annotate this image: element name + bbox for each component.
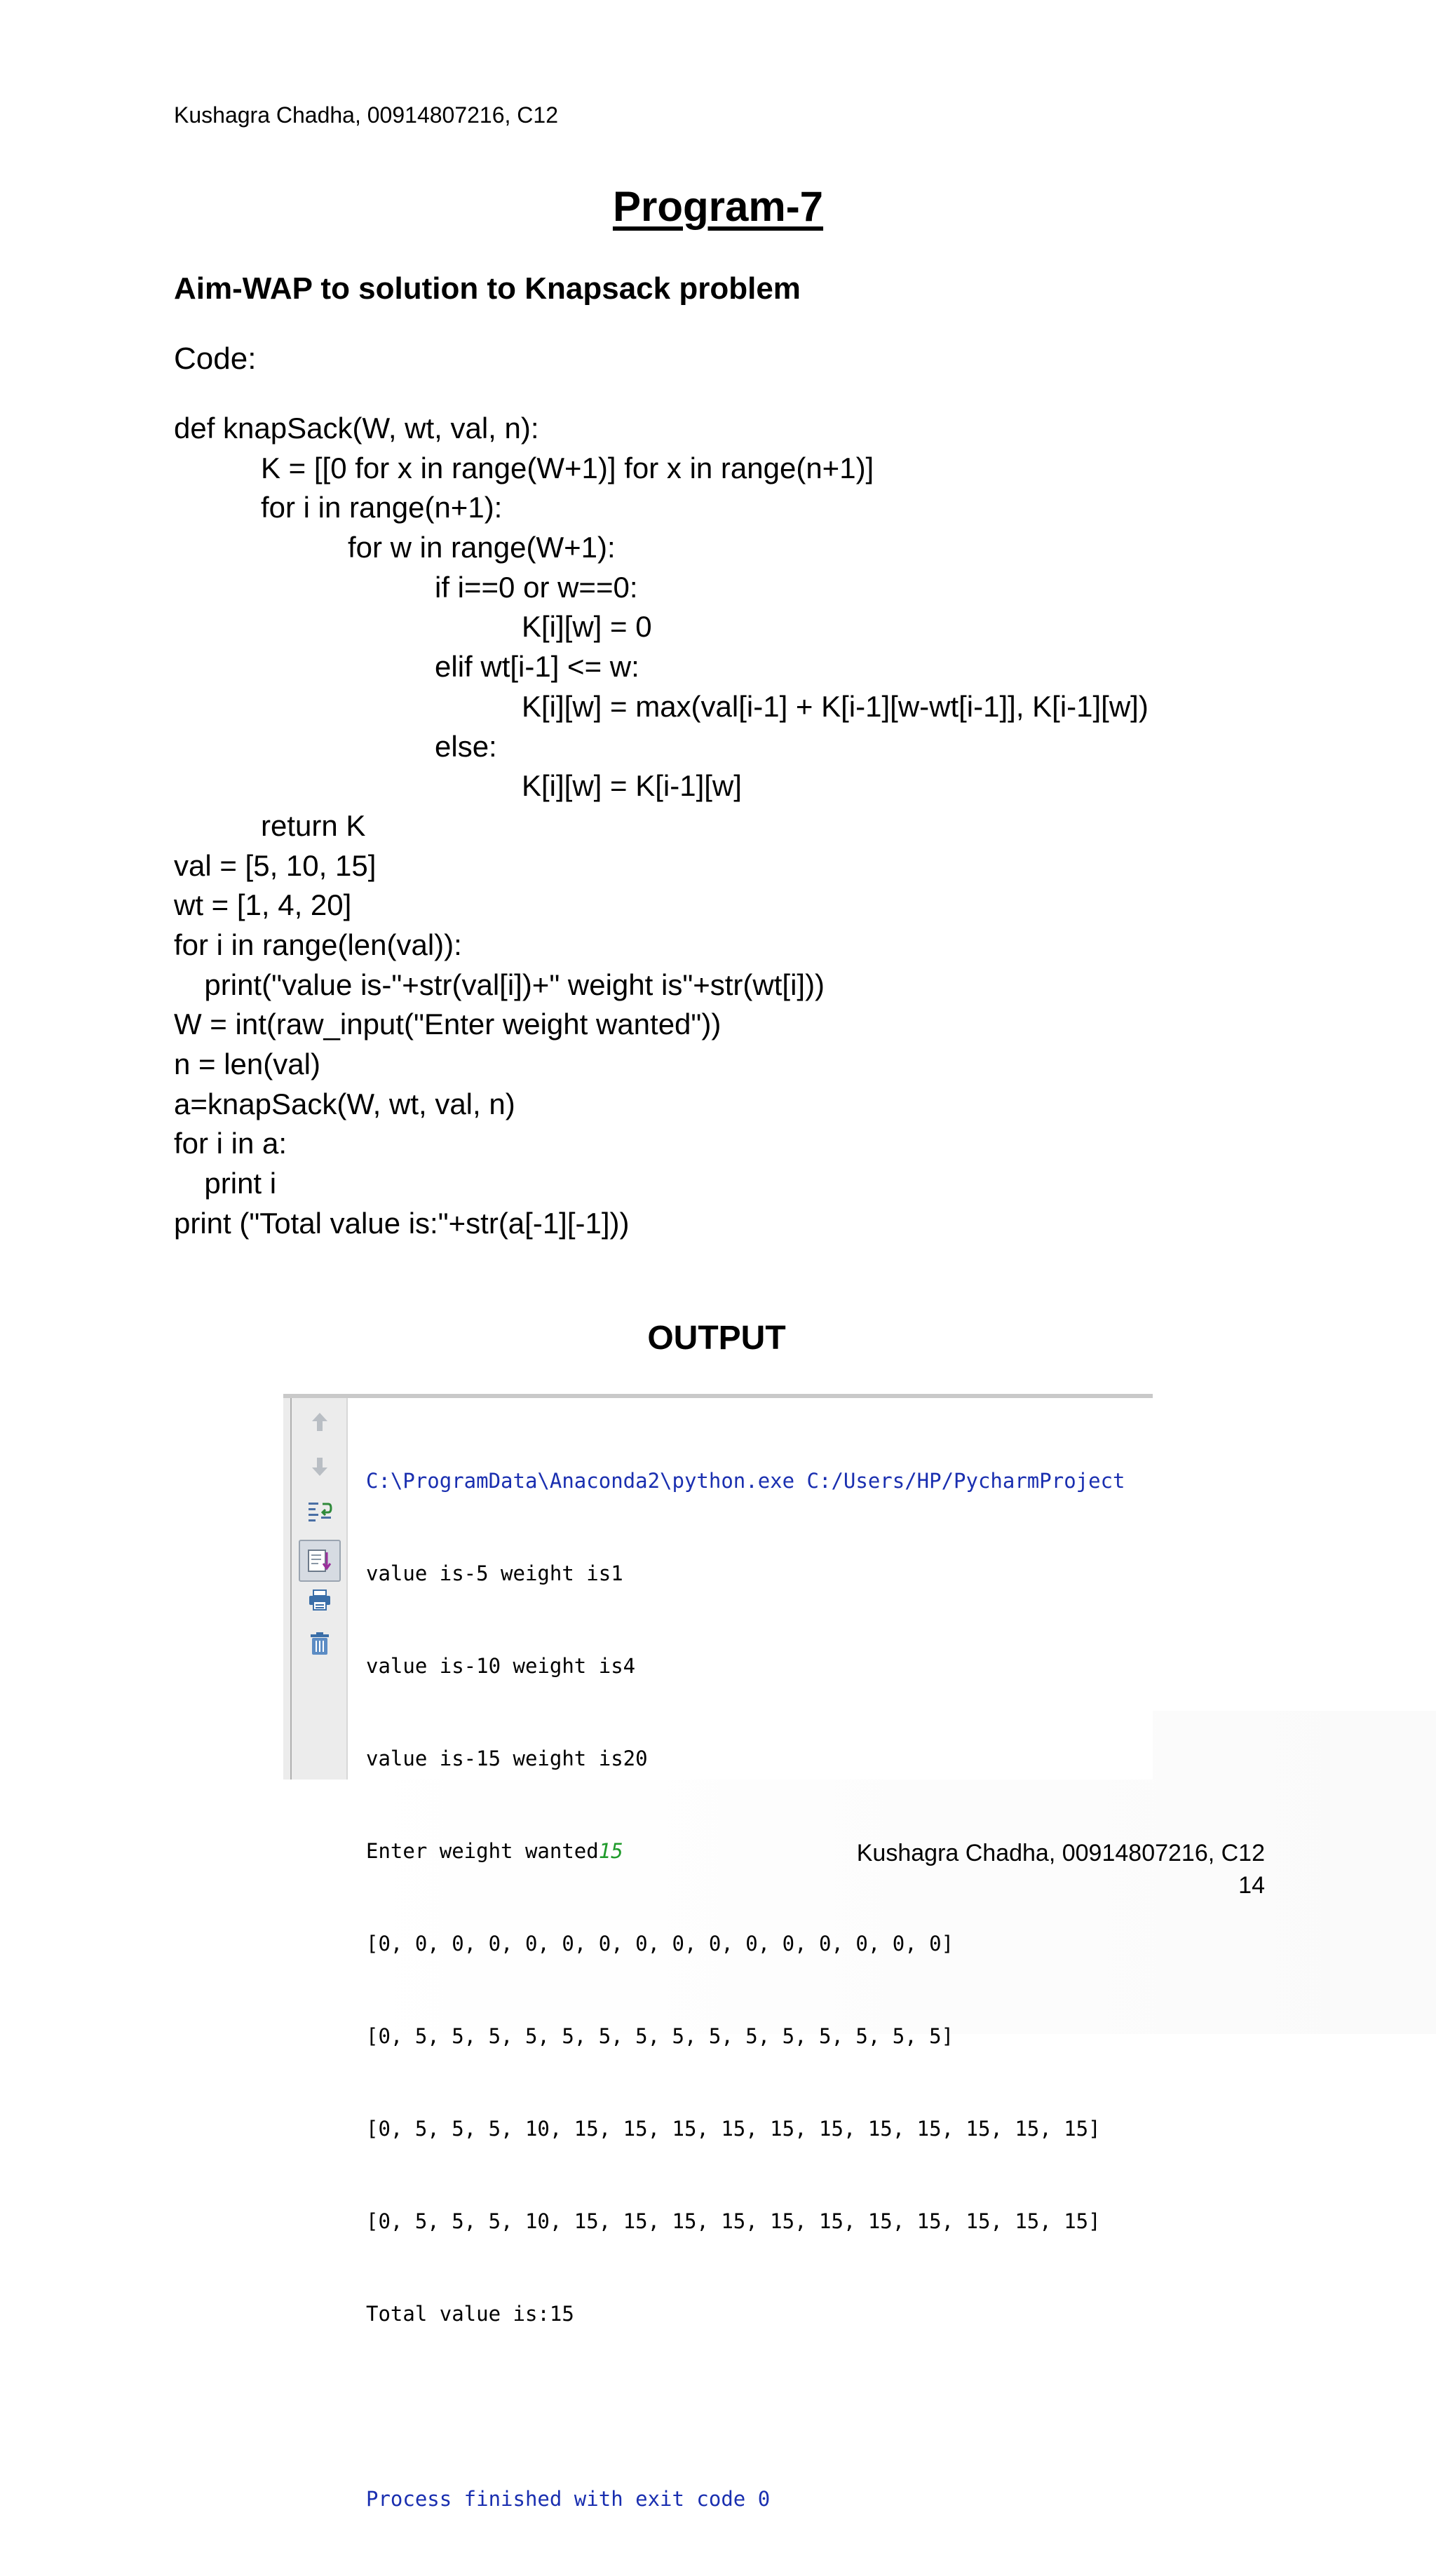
console-line: value is-10 weight is4 [366, 1654, 636, 1678]
console-blank-line [366, 2391, 1125, 2422]
console-line: value is-15 weight is20 [366, 1747, 648, 1770]
page-title-text: Program-7 [612, 183, 824, 230]
code-line: for i in range(len(val)): [174, 928, 462, 961]
code-line: K[i][w] = 0 [522, 610, 652, 644]
console-exit-line: Process finished with exit code 0 [366, 2487, 771, 2511]
code-line: K[i][w] = K[i-1][w] [522, 769, 742, 803]
code-line: print("value is-"+str(val[i])+" weight is"+str(wt[i])) [204, 968, 825, 1001]
page-title [0, 179, 1436, 234]
scroll-to-end-icon[interactable] [299, 1540, 341, 1582]
code-line: elif wt[i-1] <= w: [435, 650, 639, 684]
code-line: W = int(raw_input("Enter weight wanted")) [174, 1008, 722, 1041]
code-line: n = len(val) [174, 1048, 320, 1080]
soft-wrap-icon[interactable] [307, 1499, 332, 1524]
console-top-border [283, 1394, 1153, 1398]
console-input-value: 15 [598, 1839, 623, 1863]
console-divider [290, 1398, 292, 1780]
page-header: Kushagra Chadha, 00914807216, C12 [174, 102, 558, 128]
up-arrow-icon[interactable] [307, 1409, 332, 1435]
trash-icon[interactable] [307, 1631, 332, 1656]
console-row: [0, 5, 5, 5, 10, 15, 15, 15, 15, 15, 15, 15, 15, 15, 15, 15] [366, 2117, 1101, 2141]
console-output [366, 1404, 1125, 2576]
code-line: print i [204, 1167, 277, 1200]
page-footer [857, 1837, 1265, 1902]
code-line: K = [[0 for x in range(W+1)] for x in range(n+1)] [261, 451, 874, 484]
code-line: for i in range(n+1): [261, 491, 503, 524]
code-line: val = [5, 10, 15] [174, 848, 377, 882]
console-row: [0, 5, 5, 5, 10, 15, 15, 15, 15, 15, 15, 15, 15, 15, 15, 15] [366, 2209, 1101, 2233]
code-line: for w in range(W+1): [348, 531, 616, 564]
code-line: def knapSack(W, wt, val, n): [174, 412, 539, 445]
page-number: 14 [1238, 1872, 1265, 1899]
code-line: return K [261, 808, 366, 842]
code-line: K[i][w] = max(val[i-1] + K[i-1][w-wt[i-1]], K[i-1][w]) [522, 689, 1149, 723]
print-icon[interactable] [307, 1587, 332, 1613]
output-heading-text: OUTPUT [647, 1320, 786, 1357]
down-arrow-icon[interactable] [307, 1454, 332, 1479]
aim-statement: Aim-WAP to solution to Knapsack problem [174, 271, 801, 306]
output-heading [0, 1317, 1436, 1360]
code-line: wt = [1, 4, 20] [174, 888, 352, 922]
code-line: for i in a: [174, 1127, 287, 1160]
console-row: [0, 0, 0, 0, 0, 0, 0, 0, 0, 0, 0, 0, 0, 0, 0, 0] [366, 1932, 954, 1955]
footer-author: Kushagra Chadha, 00914807216, C12 [856, 1840, 1265, 1866]
code-block [174, 409, 1296, 1243]
code-line: else: [435, 729, 497, 763]
code-line: a=knapSack(W, wt, val, n) [174, 1087, 515, 1120]
console-line: value is-5 weight is1 [366, 1561, 623, 1585]
console-command-line: C:\ProgramData\Anaconda2\python.exe C:/Users/HP/PycharmProject [366, 1469, 1125, 1493]
code-line: if i==0 or w==0: [435, 570, 638, 604]
console-row: [0, 5, 5, 5, 5, 5, 5, 5, 5, 5, 5, 5, 5, 5, 5, 5] [366, 2024, 954, 2048]
code-line: print ("Total value is:"+str(a[-1][-1])) [174, 1206, 630, 1240]
code-label: Code: [174, 341, 257, 376]
console-total-line: Total value is:15 [366, 2302, 574, 2326]
console-prompt: Enter weight wanted [366, 1839, 599, 1863]
